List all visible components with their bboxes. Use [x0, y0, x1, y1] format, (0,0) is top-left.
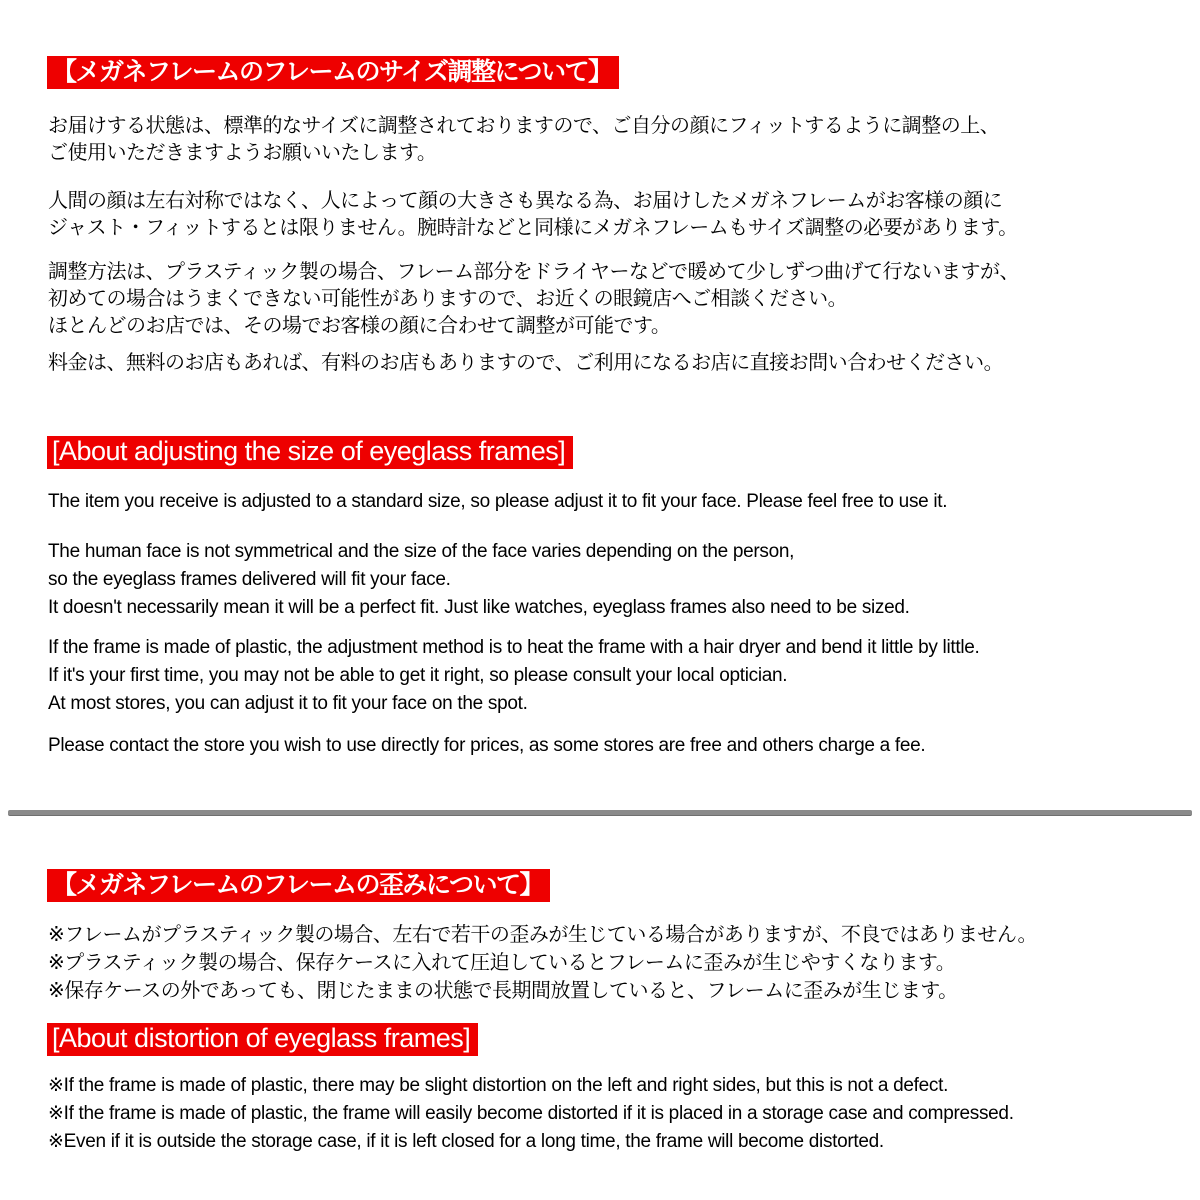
text-line: At most stores, you can adjust it to fit your face on the spot.: [48, 693, 528, 714]
text-line: The item you receive is adjusted to a standard size, so please adjust it to fit your face. Please feel free to use it.: [48, 491, 948, 512]
text-line: ジャスト・フィットするとは限りません。腕時計などと同様にメガネフレームもサイズ調整の必要があります。: [48, 217, 1018, 239]
paragraph-en-distortion-notes: [48, 1072, 1014, 1156]
paragraph-jp-distortion-notes: [48, 921, 1037, 1005]
text-line: Please contact the store you wish to use directly for prices, as some stores are free and others charge a fee.: [48, 735, 926, 756]
paragraph-en-size-1: [48, 488, 947, 516]
heading-en-distortion: [About distortion of eyeglass frames]: [47, 1023, 478, 1056]
text-line: ※If the frame is made of plastic, there may be slight distortion on the left and right sides, but this is not a defect.: [48, 1075, 949, 1096]
paragraph-jp-size-1: [48, 113, 999, 167]
text-line: 料金は、無料のお店もあれば、有料のお店もありますので、ご利用になるお店に直接お問い合わせください。: [48, 352, 1004, 374]
text-line: The human face is not symmetrical and the size of the face varies depending on the person,: [48, 541, 795, 562]
text-line: 調整方法は、プラスティック製の場合、フレーム部分をドライヤーなどで暖めて少しずつ曲げて行ないますが、: [48, 261, 1019, 283]
section-divider: [8, 810, 1192, 816]
text-line: ※If the frame is made of plastic, the frame will easily become distorted if it is placed in a storage case and compressed.: [48, 1103, 1014, 1124]
text-line: If the frame is made of plastic, the adjustment method is to heat the frame with a hair dryer and bend it little by little.: [48, 637, 980, 658]
text-line: It doesn't necessarily mean it will be a perfect fit. Just like watches, eyeglass frames also need to be sized.: [48, 597, 910, 618]
paragraph-jp-size-4: [48, 350, 1003, 377]
paragraph-en-size-2: [48, 538, 910, 622]
heading-en-size-adjustment: [About adjusting the size of eyeglass frames]: [47, 436, 573, 469]
text-line: ※フレームがプラスティック製の場合、左右で若干の歪みが生じている場合がありますが、不良ではありません。: [48, 924, 1038, 946]
paragraph-jp-size-3: [48, 259, 1019, 340]
text-line: 初めての場合はうまくできない可能性がありますので、お近くの眼鏡店へご相談ください。: [48, 288, 848, 310]
text-line: ※Even if it is outside the storage case, if it is left closed for a long time, the frame will become distorted.: [48, 1131, 884, 1152]
text-line: ※プラスティック製の場合、保存ケースに入れて圧迫しているとフレームに歪みが生じやすくなります。: [48, 952, 956, 974]
heading-jp-distortion: 【メガネフレームのフレームの歪みについて】: [47, 869, 550, 902]
text-line: If it's your first time, you may not be able to get it right, so please consult your local optician.: [48, 665, 788, 686]
text-line: ほとんどのお店では、その場でお客様の顔に合わせて調整が可能です。: [48, 315, 671, 337]
paragraph-jp-size-2: [48, 188, 1018, 242]
text-line: ご使用いただきますようお願いいたします。: [48, 142, 437, 164]
heading-jp-size-adjustment: 【メガネフレームのフレームのサイズ調整について】: [47, 56, 619, 89]
text-line: ※保存ケースの外であっても、閉じたままの状態で長期間放置していると、フレームに歪みが生じます。: [48, 980, 958, 1002]
text-line: so the eyeglass frames delivered will fit your face.: [48, 569, 451, 590]
paragraph-en-size-3: [48, 634, 980, 718]
text-line: お届けする状態は、標準的なサイズに調整されておりますので、ご自分の顔にフィットするように調整の上、: [48, 115, 1000, 137]
text-line: 人間の顔は左右対称ではなく、人によって顔の大きさも異なる為、お届けしたメガネフレームがお客様の顔に: [48, 190, 1003, 212]
paragraph-en-size-4: [48, 732, 925, 760]
